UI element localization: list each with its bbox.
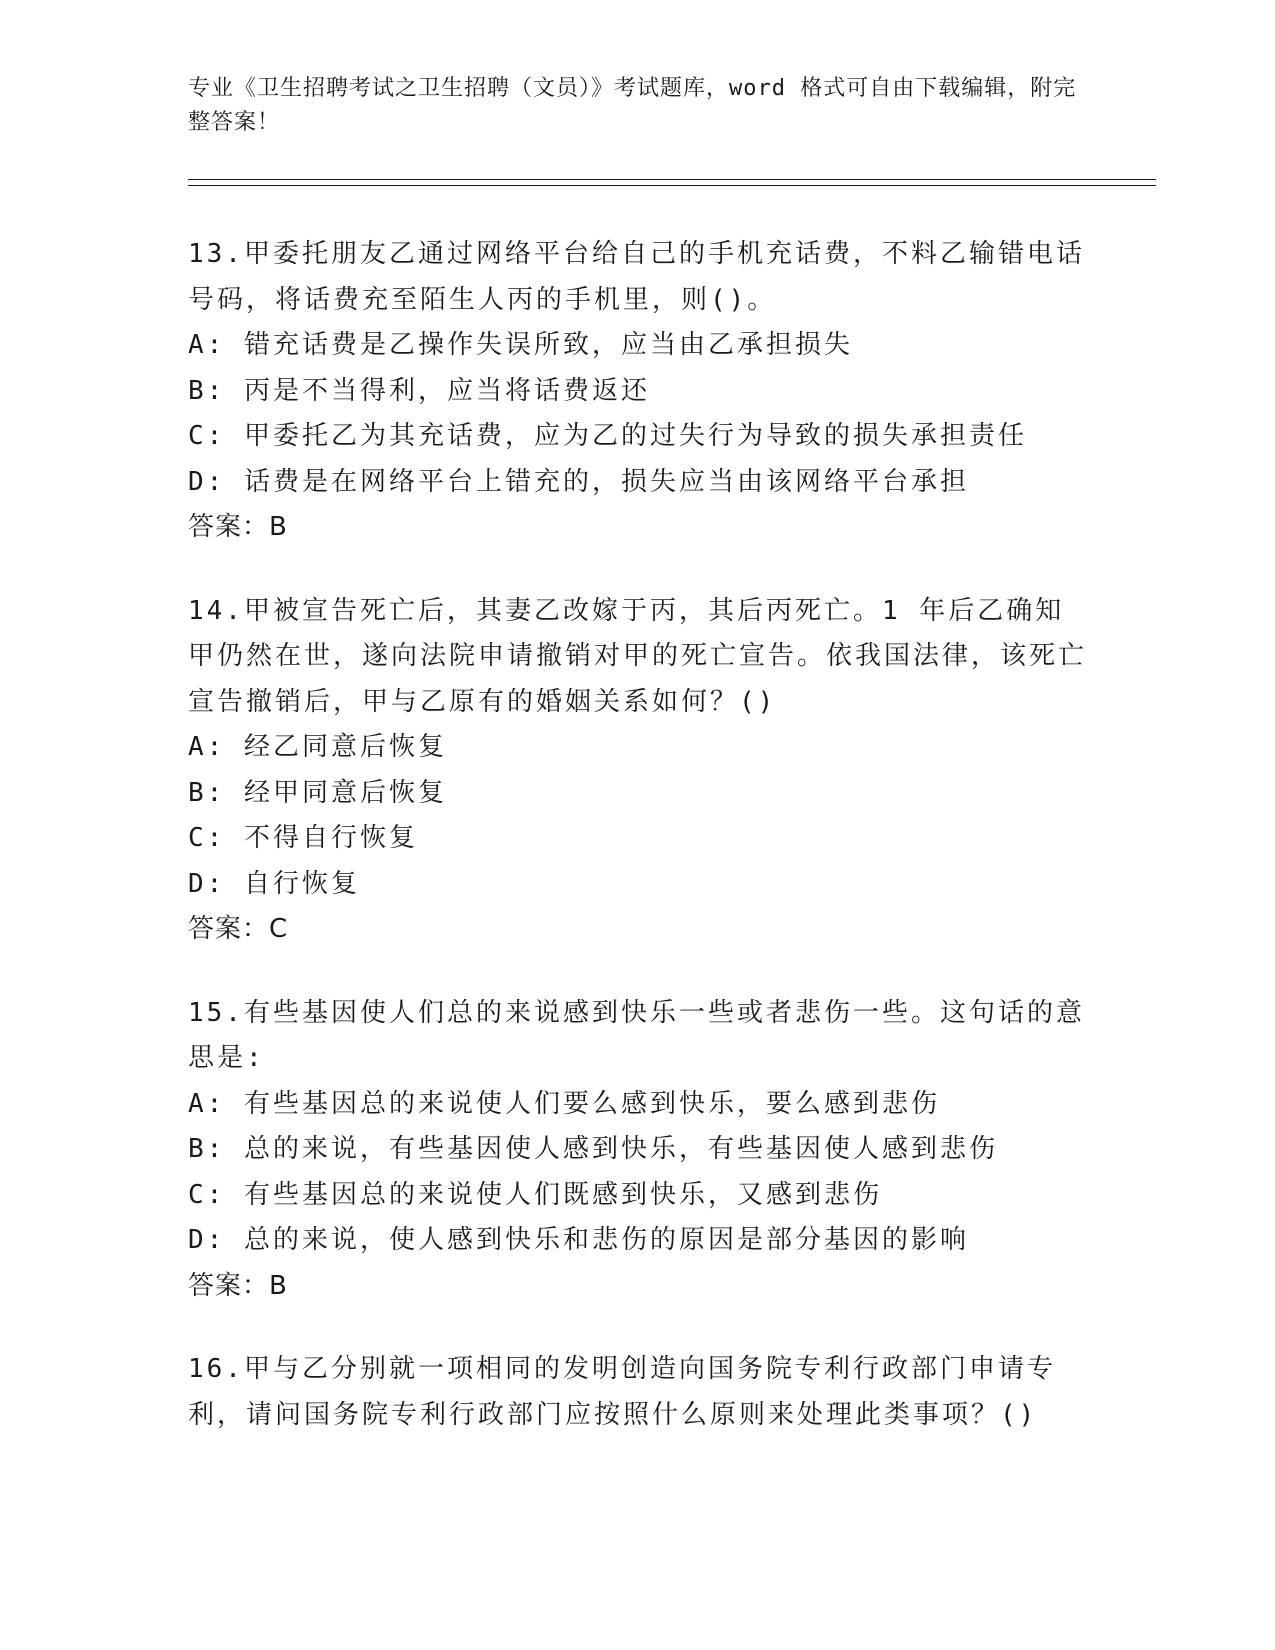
answer-label: 答案：C	[188, 914, 289, 944]
question-stem: 15.有些基因使人们总的来说感到快乐一些或者悲伤一些。这句话的意思是:	[188, 997, 1085, 1073]
option-d: D: 话费是在网络平台上错充的，损失应当由该网络平台承担	[188, 466, 969, 497]
question-16	[188, 1347, 1088, 1438]
option-b: B: 总的来说，有些基因使人感到快乐，有些基因使人感到悲伤	[188, 1134, 998, 1164]
question-13	[188, 232, 1088, 551]
question-stem: 14.甲被宣告死亡后，其妻乙改嫁于丙，其后丙死亡。1 年后乙确知甲仍然在世，遂向法院申请撤销对甲的死亡宣告。依我国法律，该死亡宣告撤销后，甲与乙原有的婚姻关系如何？()	[188, 595, 1088, 717]
question-stem: 13.甲委托朋友乙通过网络平台给自己的手机充话费，不料乙输错电话号码，将话费充至陌生人丙的手机里，则()。	[188, 239, 1085, 315]
option-a: A: 错充话费是乙操作失误所致，应当由乙承担损失	[188, 330, 853, 360]
question-14	[188, 589, 1088, 953]
option-d: D: 自行恢复	[188, 868, 360, 899]
option-d: D: 总的来说，使人感到快乐和悲伤的原因是部分基因的影响	[188, 1225, 969, 1255]
option-c: C: 不得自行恢复	[188, 823, 418, 853]
question-stem: 16.甲与乙分别就一项相同的发明创造向国务院专利行政部门申请专利，请问国务院专利行政部门应按照什么原则来处理此类事项？()	[188, 1354, 1056, 1430]
answer-label: 答案：B	[188, 512, 288, 542]
option-a: A: 经乙同意后恢复	[188, 732, 447, 762]
option-c: C: 有些基因总的来说使人们既感到快乐，又感到悲伤	[188, 1179, 882, 1210]
answer-label: 答案：B	[188, 1270, 288, 1301]
option-c: C: 甲委托乙为其充话费，应为乙的过失行为导致的损失承担责任	[188, 421, 1027, 451]
option-b: B: 丙是不当得利，应当将话费返还	[188, 375, 650, 406]
header-divider-bottom	[188, 185, 1156, 186]
option-b: B: 经甲同意后恢复	[188, 777, 447, 808]
option-a: A: 有些基因总的来说使人们要么感到快乐，要么感到悲伤	[188, 1088, 940, 1119]
document-header: 专业《卫生招聘考试之卫生招聘（文员）》考试题库，word 格式可自由下载编辑，附完整答案！	[188, 76, 1077, 135]
header-divider-top	[188, 179, 1156, 180]
question-list	[188, 232, 1088, 1476]
question-15	[188, 991, 1088, 1310]
